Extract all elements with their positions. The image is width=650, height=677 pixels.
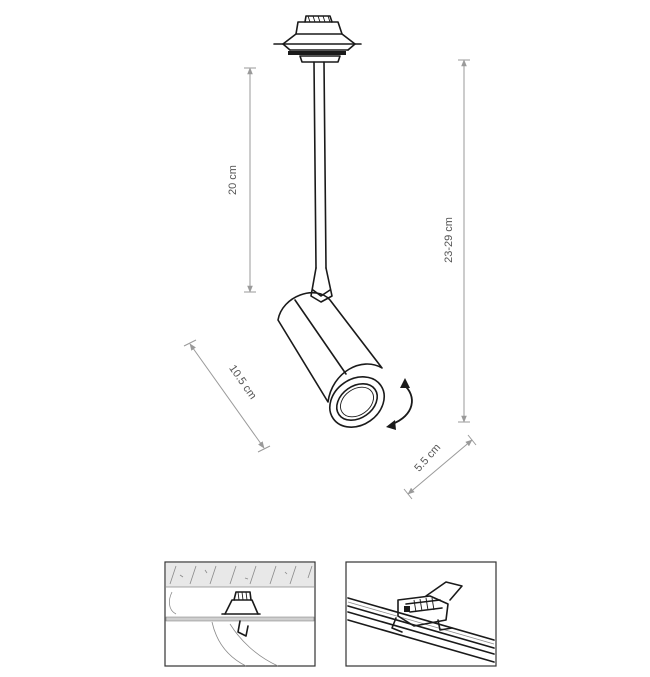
ceiling-mount-bracket	[274, 16, 361, 62]
stem-length-label: 20 cm	[227, 165, 239, 195]
dimension-head-diameter	[404, 435, 476, 499]
dimension-stem-length	[227, 68, 256, 292]
lamp-stem	[311, 62, 332, 302]
rotation-arrow-icon	[386, 378, 412, 430]
inset-track-installation	[346, 562, 496, 666]
lamp-head	[278, 293, 394, 438]
dimension-total-height	[443, 60, 470, 422]
total-height-label: 23-29 cm	[443, 217, 455, 263]
head-length-label: 10.5 cm	[226, 362, 259, 402]
inset-ceiling-installation	[165, 562, 315, 666]
head-diameter-label: 5.5 cm	[412, 441, 444, 475]
dimension-head-length	[184, 340, 270, 452]
